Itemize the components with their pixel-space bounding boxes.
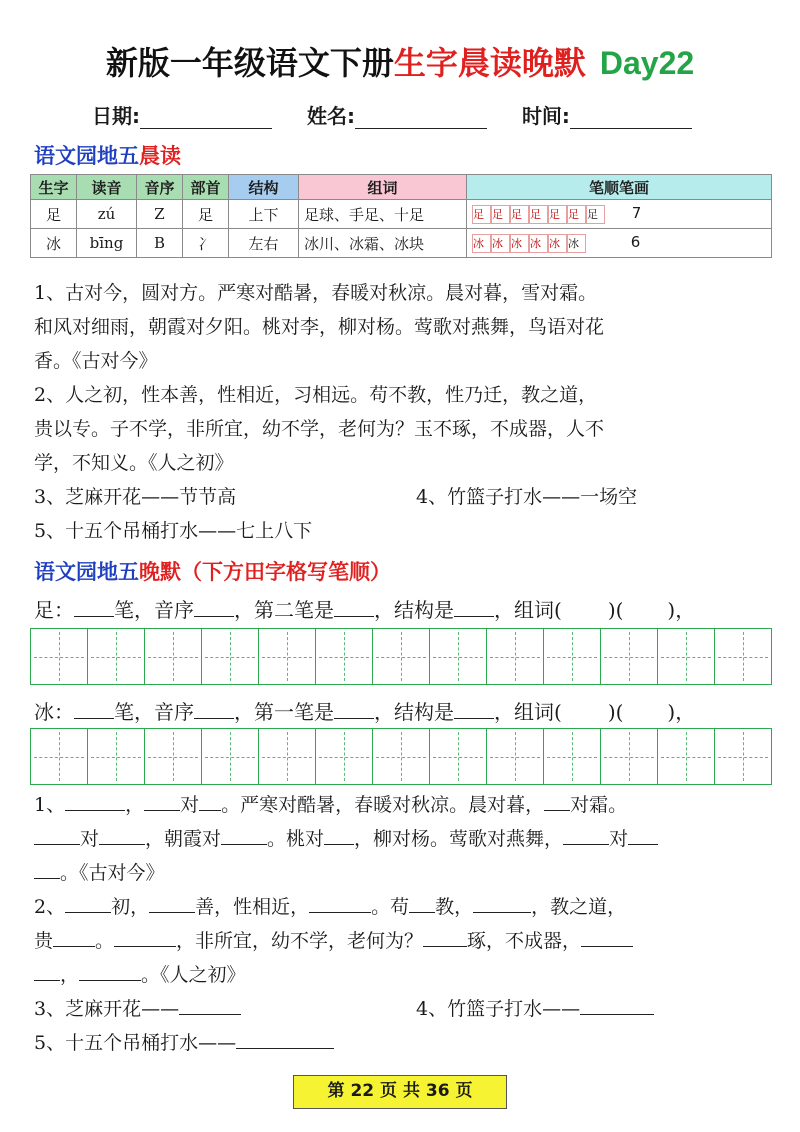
cell-pinyin: zú <box>77 200 137 229</box>
answer-blank[interactable] <box>334 699 374 719</box>
cell-seq: B <box>137 229 183 258</box>
reading-text <box>34 276 774 548</box>
dictation-line: 。《古对今》 <box>34 856 774 890</box>
cell-char: 冰 <box>31 229 77 258</box>
dictation-line: 对 ，朝霞对 。桃对 ，柳对杨。莺歌对燕舞， 对 <box>34 822 774 856</box>
header-words: 组词 <box>299 175 467 200</box>
dictation-line: 1、 ， 对 。严寒对酷暑，春暖对秋凉。晨对暮， 对霜。 <box>34 788 774 822</box>
title-main: 新版一年级语文下册 <box>105 44 394 82</box>
reading-line: 香。《古对今》 <box>34 350 158 372</box>
title-day: Day22 <box>599 45 695 81</box>
cell-strokes <box>467 229 772 258</box>
dictation-text <box>34 788 774 1060</box>
cell-char: 足 <box>31 200 77 229</box>
page-title <box>0 38 800 84</box>
reading-line: 1、古对今，圆对方。严寒对酷暑，春暖对秋凉。晨对暮，雪对霜。 <box>34 282 598 304</box>
answer-blank[interactable] <box>74 699 114 719</box>
cell-pinyin: bīng <box>77 229 137 258</box>
cell-radical: 足 <box>183 200 229 229</box>
answer-blank[interactable] <box>194 597 234 617</box>
stroke-count: 6 <box>630 233 641 252</box>
cell-words: 冰川、冰霜、冰块 <box>299 229 467 258</box>
evening-heading: 语文园地五晚默（下方田字格写笔顺） <box>34 560 391 584</box>
character-table <box>30 174 772 258</box>
name-label: 姓名: <box>306 104 355 128</box>
morning-heading: 语文园地五晨读 <box>34 144 181 168</box>
reading-line: 学，不知义。《人之初》 <box>34 452 234 474</box>
dictation-line: ， 。《人之初》 <box>34 958 774 992</box>
writing-grid-bing[interactable] <box>30 728 772 785</box>
writing-grid-zu[interactable] <box>30 628 772 685</box>
reading-line: 贵以专。子不学，非所宜，幼不学，老何为？玉不琢，不成器，人不 <box>34 418 605 440</box>
title-highlight: 生字晨读晚默 <box>393 44 586 82</box>
date-field[interactable] <box>140 107 272 129</box>
time-label: 时间: <box>521 104 570 128</box>
stroke-count: 7 <box>631 204 642 223</box>
stroke-order: 冰 冰 冰 冰 冰 冰 <box>472 234 586 253</box>
name-field[interactable] <box>355 107 487 129</box>
page-footer: 第 22 页 共 36 页 <box>293 1075 507 1109</box>
reading-line: 和风对细雨，朝霞对夕阳。桃对李，柳对杨。莺歌对燕舞，鸟语对花 <box>34 316 605 338</box>
header-structure: 结构 <box>229 175 299 200</box>
time-field[interactable] <box>570 107 692 129</box>
date-label: 日期: <box>92 104 140 128</box>
table-row <box>31 229 772 258</box>
question-zu: 足： 笔，音序 ，第二笔是 ，结构是 ，组词( )( )， <box>34 598 696 622</box>
question-bing: 冰： 笔，音序 ，第一笔是 ，结构是 ，组词( )( )， <box>34 700 696 724</box>
header-char: 生字 <box>31 175 77 200</box>
cell-seq: Z <box>137 200 183 229</box>
stroke-order: 足 足 足 足 足 足 足 <box>472 205 605 224</box>
header-radical: 部首 <box>183 175 229 200</box>
reading-line: 2、人之初，性本善，性相近，习相远。苟不教，性乃迁，教之道， <box>34 384 598 406</box>
header-pinyin: 读音 <box>77 175 137 200</box>
answer-blank[interactable] <box>334 597 374 617</box>
dictation-line: 2、 初， 善，性相近， 。苟 教， ，教之道， <box>34 890 774 924</box>
cell-structure: 上下 <box>229 200 299 229</box>
dictation-line: 贵 。 ，非所宜，幼不学，老何为？ 琢，不成器， <box>34 924 774 958</box>
cell-strokes <box>467 200 772 229</box>
answer-blank[interactable] <box>454 699 494 719</box>
table-header-row <box>31 175 772 200</box>
header-strokes: 笔顺笔画 <box>467 175 772 200</box>
dictation-line: 3、芝麻开花—— 4、竹篮子打水—— <box>34 992 774 1026</box>
answer-blank[interactable] <box>74 597 114 617</box>
answer-blank[interactable] <box>454 597 494 617</box>
dictation-line: 5、十五个吊桶打水—— <box>34 1026 774 1060</box>
cell-words: 足球、手足、十足 <box>299 200 467 229</box>
cell-radical: 冫 <box>183 229 229 258</box>
cell-structure: 左右 <box>229 229 299 258</box>
table-row <box>31 200 772 229</box>
reading-line: 3、芝麻开花——节节高 4、竹篮子打水——一场空 <box>34 486 638 508</box>
info-line <box>92 100 710 129</box>
answer-blank[interactable] <box>194 699 234 719</box>
reading-line: 5、十五个吊桶打水——七上八下 <box>34 520 313 542</box>
header-seq: 音序 <box>137 175 183 200</box>
